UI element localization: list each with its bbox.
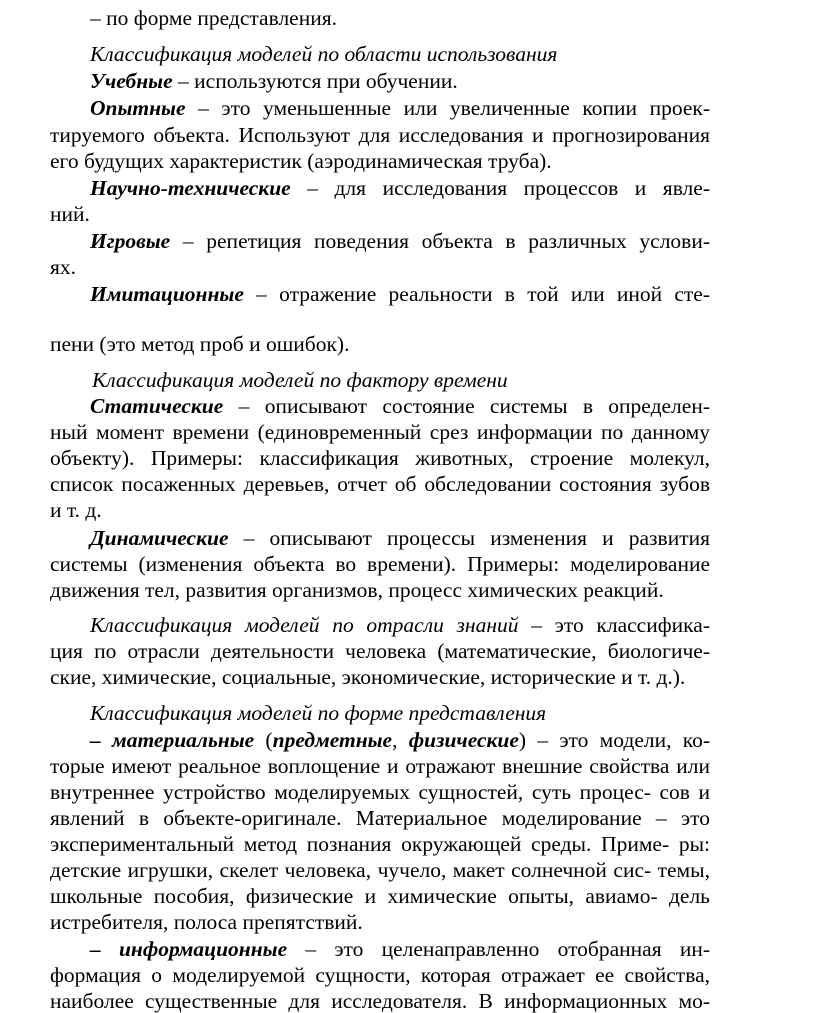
paragraph-line	[90, 939, 710, 961]
paragraph-line	[90, 615, 710, 637]
term: физические	[408, 728, 519, 752]
paragraph-line: пени (это метод проб и ошибок).	[50, 332, 350, 356]
paragraph-line	[90, 231, 710, 253]
term: Опытные	[90, 96, 186, 120]
term: Статические	[90, 394, 224, 418]
term: – информационные	[90, 937, 288, 961]
paragraph-line	[90, 284, 710, 306]
paragraph-line: ские, химические, социальные, экономические, исторические и т. д.).	[50, 665, 686, 689]
definition: – описывают состояние системы в определен-	[223, 394, 710, 418]
term: предметные	[272, 728, 393, 752]
definition: – используются при обучении.	[172, 69, 458, 93]
paragraph-line	[90, 178, 710, 200]
paragraph-line: объекту). Примеры: классификация животных, строение молекул,	[50, 446, 710, 470]
paragraph-line: ний.	[50, 202, 90, 226]
paragraph-line: его будущих характеристик (аэродинамическая труба).	[50, 149, 552, 173]
term: Динамические	[90, 526, 229, 550]
paragraph-line	[90, 396, 710, 418]
term: Учебные	[90, 69, 173, 93]
definition: ) – это модели, ко-	[518, 728, 711, 752]
text-line: – по форме представления.	[90, 6, 337, 30]
paragraph-line: экспериментальный метод познания окружающей среды. Приме- ры:	[50, 832, 710, 856]
paragraph-line: тируемого объекта. Используют для исследования и прогнозирования	[50, 123, 710, 147]
paragraph-line: формация о моделируемой сущности, которая отражает ее свойства,	[50, 963, 710, 987]
definition: – это классифика-	[518, 613, 710, 637]
paragraph-line: детские игрушки, скелет человека, чучело, макет солнечной сис- темы,	[50, 858, 710, 882]
paragraph-line: системы (изменения объекта во времени). Примеры: моделирование	[50, 552, 710, 576]
term: Имитационные	[90, 282, 244, 306]
paragraph-line: явлений в объекте-оригинале. Материальное моделирование – это	[50, 806, 710, 830]
definition: – репетиция поведения объекта в различных услови-	[170, 229, 710, 253]
paragraph-line: движения тел, развития организмов, процесс химических реакций.	[50, 578, 664, 602]
paragraph-line: торые имеют реальное воплощение и отражают внешние свойства или	[50, 754, 710, 778]
section-heading: Классификация моделей по отрасли знаний	[90, 613, 519, 637]
paragraph-line	[90, 98, 710, 120]
paragraph-line: внутреннее устройство моделируемых сущностей, суть процес- сов и	[50, 780, 710, 804]
paragraph-line: школьные пособия, физические и химические опыты, авиамо- дель	[50, 884, 710, 908]
paragraph-line: истребителя, полоса препятствий.	[50, 910, 363, 934]
definition: – это целенаправленно отобранная ин-	[287, 937, 710, 961]
paragraph-line	[90, 730, 710, 752]
term: Игровые	[90, 229, 171, 253]
paragraph-line: ный момент времени (единовременный срез информации по данному	[50, 420, 710, 444]
term: – материальные	[90, 728, 255, 752]
section-heading: Классификация моделей по форме представления	[90, 701, 547, 725]
punct: (	[254, 728, 273, 752]
paragraph-line: список посаженных деревьев, отчет об обследовании состояния зубов	[50, 472, 710, 496]
paragraph-line: наиболее существенные для исследователя. В информационных мо-	[50, 989, 710, 1013]
paragraph-line	[90, 528, 710, 550]
section-heading: Классификация моделей по области использования	[90, 42, 558, 66]
term: Научно-технические	[90, 176, 291, 200]
definition: – для исследования процессов и явле-	[290, 176, 710, 200]
definition: – это уменьшенные или увеличенные копии проек-	[185, 96, 710, 120]
punct: ,	[392, 728, 409, 752]
paragraph-line: ция по отрасли деятельности человека (математические, биологиче-	[50, 639, 710, 663]
definition: – отражение реальности в той или иной сте-	[243, 282, 710, 306]
paragraph-line	[90, 71, 458, 93]
section-heading: Классификация моделей по фактору времени	[92, 368, 508, 392]
paragraph-line: ях.	[50, 255, 77, 279]
definition: – описывают процессы изменения и развития	[228, 526, 710, 550]
paragraph-line: и т. д.	[50, 498, 102, 522]
